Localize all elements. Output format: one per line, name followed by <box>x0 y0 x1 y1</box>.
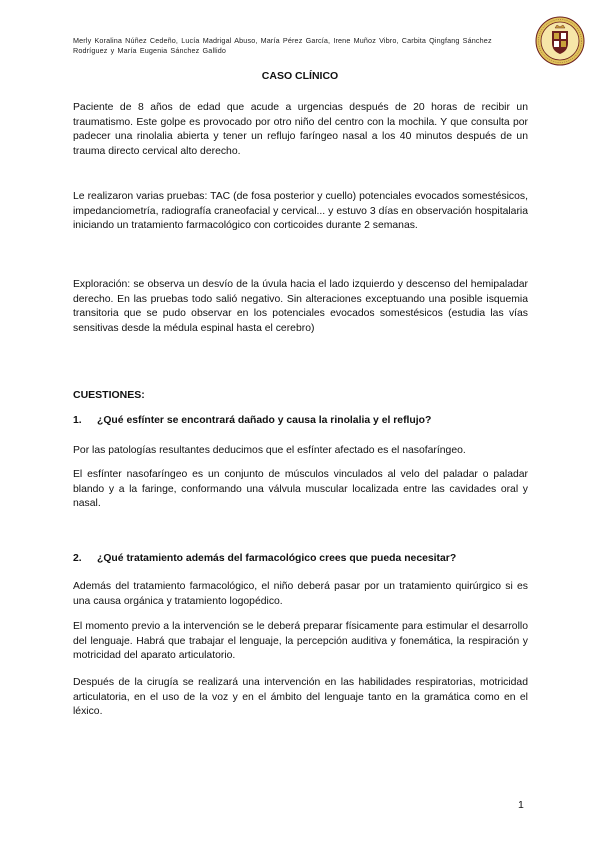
question-2 <box>73 552 528 566</box>
question-1 <box>73 414 528 428</box>
answer-2-paragraph-1: Además del tratamiento farmacológico, el niño deberá pasar por un tratamiento quirúrgico si es una causa orgánica y tratamiento logopédico. <box>73 581 528 607</box>
page-number: 1 <box>518 799 524 811</box>
case-paragraph-3: Exploración: se observa un desvío de la úvula hacia el lado izquierdo y descenso del hemipaladar derecho. En las pruebas todo salió negativo. Sin alteraciones exceptuando una posible isquemia transitoria que se pudo observar en los potenciales evocados somestésicos (estudia las vías sensitivas desde la médula espinal hasta el cerebro) <box>73 279 528 334</box>
answer-1-paragraph-1: Por las patologías resultantes deducimos que el esfínter afectado es el nasofaríngeo. <box>73 445 466 456</box>
question-1-text: ¿Qué esfínter se encontrará dañado y causa la rinolalia y el reflujo? <box>97 415 432 426</box>
case-paragraph-1: Paciente de 8 años de edad que acude a urgencias después de 20 horas de recibir un traumatismo. Este golpe es provocado por otro niño del centro con la mochila. Y que consulta por padecer una rinolalia abierta y tener un reflujo faríngeo nasal a los 40 minutos después de un trauma directo cervical alto derecho. <box>73 102 528 157</box>
answer-2-paragraph-2: El momento previo a la intervención se le deberá preparar físicamente para estimular el desarrollo del lenguaje. Habrá que trabajar el lenguaje, la percepción auditiva y fonemática, la respiración y motricidad del aparato articulatorio. <box>73 621 528 662</box>
header-authors: Merly Koralina Núñez Cedeño, Lucía Madrigal Abuso, María Pérez García, Irene Muñoz Vibro, Carbita Qingfang Sánchez Rodríguez y María Eugenia Sánchez Gallido <box>73 36 492 55</box>
answer-2-paragraph-3: Después de la cirugía se realizará una intervención en las habilidades respiratorias, motricidad articulatoria, en el uso de la voz y en el ámbito del lenguaje tanto en la gramática como en el léxico. <box>73 677 528 718</box>
question-1-number: 1. <box>73 415 82 426</box>
case-paragraph-2: Le realizaron varias pruebas: TAC (de fosa posterior y cuello) potenciales evocados somestésicos, impedanciometría, radiografía craneofacial y cervical... y estuvo 3 días en observación hospitalaria iniciando un tratamiento farmacológico con corticoides durante 2 semanas. <box>73 191 528 232</box>
case-title: CASO CLÍNICO <box>261 70 339 82</box>
university-seal-icon <box>535 16 585 66</box>
question-2-number: 2. <box>73 553 82 564</box>
question-2-text: ¿Qué tratamiento además del farmacológico crees que pueda necesitar? <box>97 553 457 564</box>
answer-1-paragraph-2: El esfínter nasofaríngeo es un conjunto de músculos vinculados al velo del paladar o paladar blando y a la faringe, conformando una válvula muscular localizada entre las cavidades oral y nasal. <box>73 469 528 510</box>
questions-heading: CUESTIONES: <box>73 389 145 401</box>
